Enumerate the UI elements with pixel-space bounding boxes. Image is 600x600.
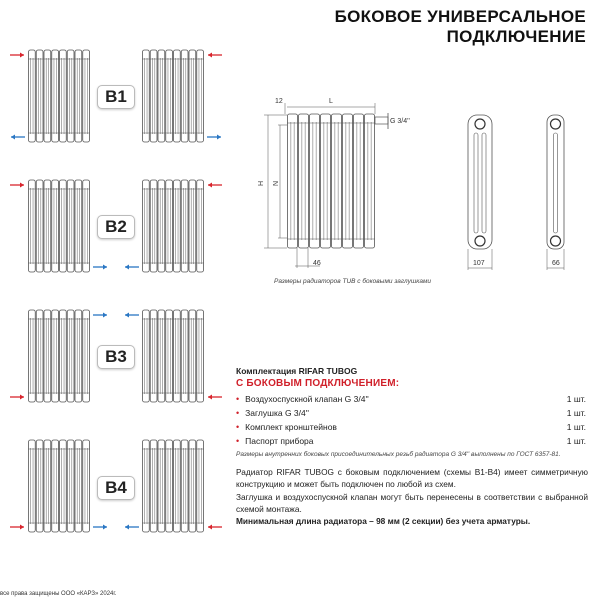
- dimension-drawing: [250, 90, 590, 285]
- radiator-section: [29, 50, 36, 142]
- kit-item-qty: 1 шт.: [566, 422, 586, 432]
- radiator-section: [343, 114, 353, 248]
- radiator-section: [60, 310, 67, 402]
- supply-arrow-head: [208, 183, 212, 188]
- bullet-icon: •: [236, 436, 240, 446]
- kit-item-qty: 1 шт.: [566, 408, 586, 418]
- radiator-section: [143, 180, 150, 272]
- radiator-section: [197, 310, 204, 402]
- radiator-section: [166, 50, 173, 142]
- radiator-section: [29, 440, 36, 532]
- radiator-section: [354, 114, 364, 248]
- title-line-2: ПОДКЛЮЧЕНИЕ: [446, 27, 586, 46]
- return-arrow-head: [125, 265, 129, 270]
- side-view-2-tube: [547, 115, 564, 249]
- kit-item: [236, 392, 586, 406]
- kit-subheading: С БОКОВЫМ ПОДКЛЮЧЕНИЕМ:: [236, 378, 400, 389]
- scheme-label-b2: B2: [97, 215, 135, 239]
- radiator-section: [44, 310, 51, 402]
- radiator-section: [299, 114, 309, 248]
- supply-arrow-head: [20, 183, 24, 188]
- supply-arrow-head: [20, 395, 24, 400]
- description-p3: Минимальная длина радиатора – 98 мм (2 секции) без учета арматуры.: [236, 516, 531, 527]
- radiator-section: [143, 310, 150, 402]
- kit-item-qty: 1 шт.: [566, 436, 586, 446]
- radiator-section: [181, 310, 188, 402]
- kit-item-name: Паспорт прибора: [245, 436, 314, 446]
- radiator-section: [166, 310, 173, 402]
- radiator-section: [150, 50, 157, 142]
- radiator-section: [52, 310, 59, 402]
- radiator-section: [174, 310, 181, 402]
- connection-port: [551, 236, 561, 246]
- radiator-section: [288, 114, 298, 248]
- dim-n: N: [273, 180, 281, 187]
- radiator-section: [52, 50, 59, 142]
- connection-port: [475, 236, 485, 246]
- radiator-section: [181, 50, 188, 142]
- radiator-icon: [28, 440, 90, 532]
- connection-port: [551, 119, 561, 129]
- radiator-section: [29, 310, 36, 402]
- return-arrow-head: [103, 265, 107, 270]
- radiator-section: [158, 440, 165, 532]
- kit-item-name: Воздухоспускной клапан G 3/4'': [245, 394, 369, 404]
- return-arrow-head: [125, 313, 129, 318]
- radiator-section: [83, 440, 90, 532]
- copyright: все права защищены ООО «КАРЗ» 2024г.: [0, 591, 117, 597]
- radiator-section: [44, 440, 51, 532]
- radiator-section: [36, 180, 43, 272]
- radiator-section: [189, 180, 196, 272]
- bullet-icon: •: [236, 394, 240, 404]
- radiator-section: [75, 50, 82, 142]
- scheme-label-b1: B1: [97, 85, 135, 109]
- drawing-caption: Размеры радиаторов TUB с боковыми заглушками: [274, 278, 432, 285]
- radiator-section: [181, 440, 188, 532]
- radiator-icon: [287, 114, 375, 248]
- radiator-section: [158, 50, 165, 142]
- radiator-section: [310, 114, 320, 248]
- dim-h: H: [258, 180, 266, 187]
- radiator-section: [174, 180, 181, 272]
- dim-thread: G 3/4'': [390, 118, 410, 125]
- radiator-section: [365, 114, 375, 248]
- radiator-section: [143, 50, 150, 142]
- radiator-section: [29, 180, 36, 272]
- radiator-section: [36, 440, 43, 532]
- radiator-section: [174, 440, 181, 532]
- radiator-section: [75, 180, 82, 272]
- supply-arrow-head: [208, 395, 212, 400]
- return-arrow-head: [217, 135, 221, 140]
- radiator-section: [150, 310, 157, 402]
- kit-section: [236, 366, 586, 458]
- description: [236, 466, 588, 527]
- bullet-icon: •: [236, 408, 240, 418]
- radiator-section: [60, 440, 67, 532]
- supply-arrow-head: [208, 525, 212, 530]
- radiator-section: [321, 114, 331, 248]
- supply-arrow-head: [20, 525, 24, 530]
- radiator-dimension-svg: [250, 90, 590, 280]
- radiator-section: [52, 180, 59, 272]
- radiator-icon: [142, 180, 204, 272]
- radiator-section: [75, 310, 82, 402]
- radiator-section: [36, 310, 43, 402]
- return-arrow-head: [125, 525, 129, 530]
- radiator-section: [150, 180, 157, 272]
- radiator-icon: [142, 440, 204, 532]
- radiator-section: [197, 180, 204, 272]
- title-line-1: БОКОВОЕ УНИВЕРСАЛЬНОЕ: [334, 7, 586, 26]
- radiator-section: [67, 310, 74, 402]
- side-view-3-tube: [468, 115, 492, 249]
- radiator-section: [189, 310, 196, 402]
- dim-66: 66: [552, 260, 560, 267]
- supply-arrow-head: [20, 53, 24, 58]
- radiator-section: [197, 50, 204, 142]
- radiator-section: [150, 440, 157, 532]
- radiator-section: [36, 50, 43, 142]
- radiator-section: [158, 180, 165, 272]
- radiator-icon: [28, 50, 90, 142]
- kit-item-name: Заглушка G 3/4'': [245, 408, 309, 418]
- radiator-section: [44, 50, 51, 142]
- scheme-label-b3: B3: [97, 345, 135, 369]
- description-p1: Радиатор RIFAR TUBOG с боковым подключением (схемы B1-B4) имеет симметричную конструкцию и может быть подключен по любой из схем.: [236, 467, 588, 490]
- return-arrow-head: [103, 525, 107, 530]
- dim-107: 107: [473, 260, 485, 267]
- radiator-section: [158, 310, 165, 402]
- radiator-section: [67, 50, 74, 142]
- radiator-section: [197, 440, 204, 532]
- kit-item-name: Комплект кронштейнов: [245, 422, 337, 432]
- radiator-section: [67, 180, 74, 272]
- radiator-section: [60, 50, 67, 142]
- radiator-section: [174, 50, 181, 142]
- radiator-section: [189, 50, 196, 142]
- kit-item: [236, 406, 586, 420]
- radiator-section: [181, 180, 188, 272]
- scheme-label-b4: B4: [97, 476, 135, 500]
- connection-port: [475, 119, 485, 129]
- kit-note: Размеры внутренних боковых присоединительных резьб радиатора G 3/4'' выполнены по ГОСТ 6357-81.: [236, 451, 561, 458]
- kit-heading: Комплектация RIFAR TUBOG: [236, 366, 358, 376]
- dim-12: 12: [275, 98, 283, 105]
- radiator-section: [44, 180, 51, 272]
- supply-arrow-head: [208, 53, 212, 58]
- radiator-section: [60, 180, 67, 272]
- radiator-icon: [142, 50, 204, 142]
- radiator-section: [166, 180, 173, 272]
- dim-46: 46: [313, 260, 321, 267]
- bullet-icon: •: [236, 422, 240, 432]
- kit-item: [236, 434, 586, 448]
- kit-item-qty: 1 шт.: [566, 394, 586, 404]
- return-arrow-head: [103, 313, 107, 318]
- radiator-icon: [28, 310, 90, 402]
- radiator-section: [52, 440, 59, 532]
- radiator-icon: [142, 310, 204, 402]
- return-arrow-head: [11, 135, 15, 140]
- radiator-section: [189, 440, 196, 532]
- radiator-section: [83, 180, 90, 272]
- kit-item: [236, 420, 586, 434]
- radiator-section: [332, 114, 342, 248]
- radiator-section: [166, 440, 173, 532]
- page-title: [335, 7, 586, 47]
- radiator-icon: [28, 180, 90, 272]
- side-connector: [375, 117, 388, 124]
- description-p2: Заглушка и воздухоспускной клапан могут быть перенесены в соответствии с выбранной схемой монтажа.: [236, 491, 588, 514]
- radiator-section: [83, 50, 90, 142]
- radiator-section: [143, 440, 150, 532]
- radiator-section: [67, 440, 74, 532]
- radiator-section: [75, 440, 82, 532]
- dim-l: L: [329, 98, 333, 105]
- radiator-section: [83, 310, 90, 402]
